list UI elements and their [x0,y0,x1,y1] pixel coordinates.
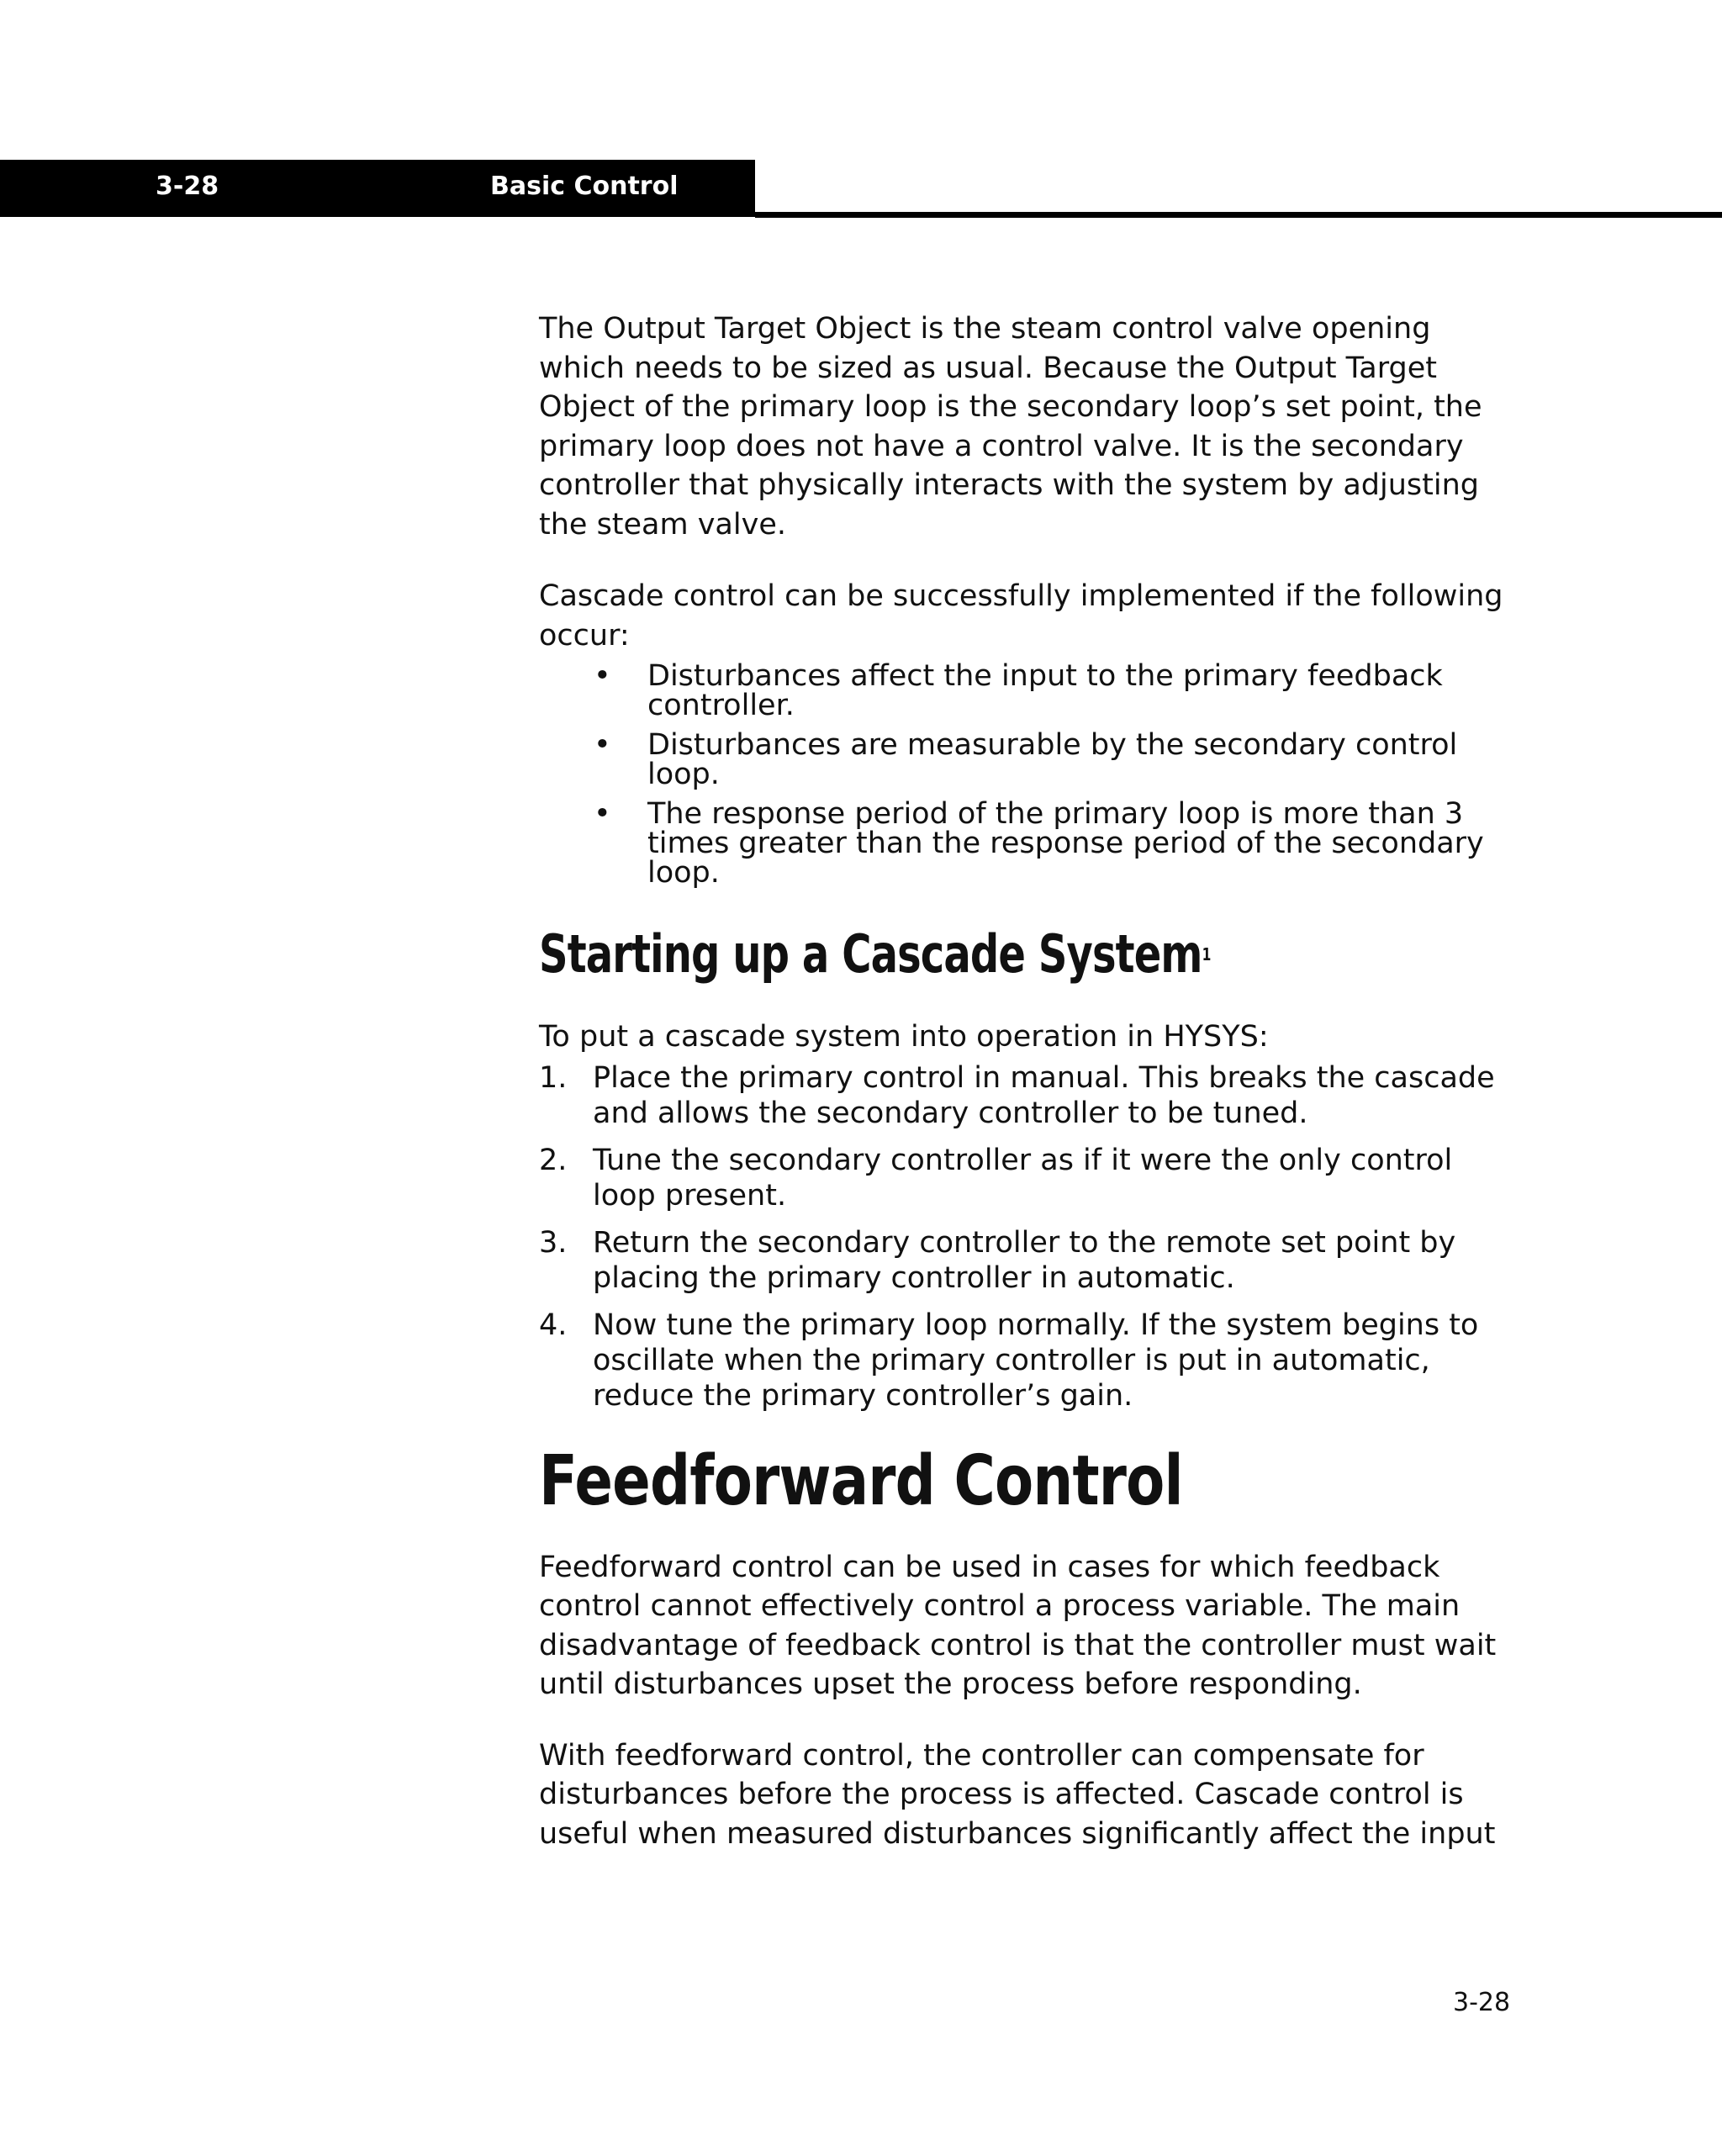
paragraph-steps-intro: To put a cascade system into operation in HYSYS: [539,1020,1269,1054]
paragraph-feedforward-intro: Feedforward control can be used in cases for which feedback control cannot effectively control a process variable. The main disadvantage of feedback control is that the controller must wait until disturbances upset the process before responding. [539,1550,1497,1701]
step-number: 4. [539,1308,568,1342]
bullet-icon: • [594,728,611,762]
list-item: 4. Now tune the primary loop normally. If the system begins to oscillate when the primary controller is put in automatic, reduce the primary controller’s gain. [539,1308,1479,1413]
step-number: 3. [539,1225,568,1260]
bullet-icon: • [594,797,611,831]
header-section-title: Basic Control [490,172,679,201]
bullet-icon: • [594,659,611,693]
condition-list [539,659,1506,890]
header-page-number: 3-28 [156,172,219,201]
paragraph-cascade-conditions: Cascade control can be successfully implemented if the following occur: [539,579,1503,653]
list-item: 3. Return the secondary controller to the remote set point by placing the primary controller in automatic. [539,1225,1456,1295]
list-item: • Disturbances are measurable by the secondary control loop. [594,728,1458,791]
footer-page-number: 3-28 [1453,1988,1511,2017]
paragraph-feedforward-compensation: With feedforward control, the controller can compensate for disturbances before the process is affected. Cascade control is useful when measured disturbances significantly affect the input [539,1738,1496,1851]
list-item: • Disturbances affect the input to the primary feedback controller. [594,659,1443,722]
list-item: 1. Place the primary control in manual. This breaks the cascade and allows the secondary controller to be tuned. [539,1060,1495,1130]
paragraph-output-target: The Output Target Object is the steam control valve opening which needs to be sized as usual. Because the Output Target Object of the primary loop is the secondary loop’s set point, the primary loop does not have a control valve. It is the secondary controller that physically interacts with the system by adjusting the steam valve. [539,312,1482,542]
heading-starting-cascade: Starting up a Cascade System$^1$ [539,923,1212,985]
header-rule [755,212,1722,218]
page-content [539,309,1506,1853]
list-item: 2. Tune the secondary controller as if it were the only control loop present. [539,1143,1453,1213]
heading-feedforward-control: Feedforward Control [539,1440,1183,1521]
step-number: 1. [539,1060,568,1095]
list-item: • The response period of the primary loop is more than 3 times greater than the response period of the secondary loop. [594,797,1484,890]
step-number: 2. [539,1143,568,1177]
footnote-marker: 1 [1202,944,1212,964]
startup-steps-list [539,1060,1506,1414]
